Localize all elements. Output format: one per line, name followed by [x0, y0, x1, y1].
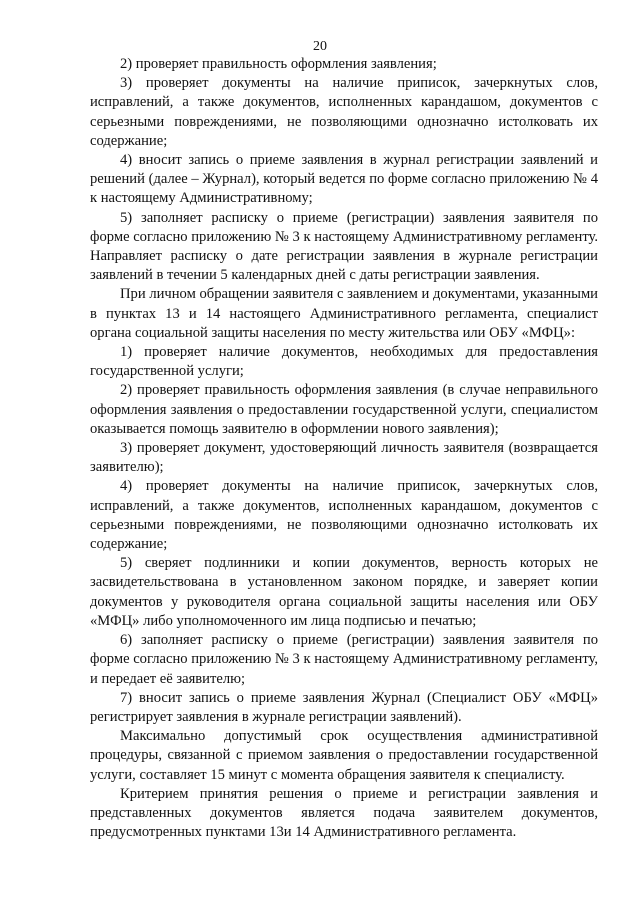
- list-item-1-checks-presence: 1) проверяет наличие документов, необходимых для предоставления государственной услуги;: [90, 344, 598, 380]
- paragraph-personal-application: При личном обращении заявителя с заявлением и документами, указанными в пунктах 13 и 14 настоящего Административного регламента, специалист органа социальной защиты населения по месту жительства или ОБУ «МФЦ»:: [90, 286, 598, 341]
- paragraph-4-journal-entry: 4) вносит запись о приеме заявления в журнал регистрации заявлений и решений (далее – Журнал), который ведется по форме согласно приложению № 4 к настоящему Административному;: [90, 152, 598, 207]
- paragraph-decision-criterion: Критерием принятия решения о приеме и регистрации заявления и представленных документов является подача заявителем документов, предусмотренных пунктами 13и 14 Административного регламента.: [90, 785, 598, 841]
- paragraph-2-checks-correctness: 2) проверяет правильность оформления заявления;: [120, 56, 437, 72]
- list-item-4-checks-documents: 4) проверяет документы на наличие приписок, зачеркнутых слов, исправлений, а также документов, исполненных карандашом, документов с серьезными повреждениями, не позволяющими однозначно истолковать их содержание;: [90, 478, 598, 553]
- page-number: 20: [313, 39, 327, 54]
- list-item-5-verifies-copies: 5) сверяет подлинники и копии документов, верность которых не засвидетельствована в установленном законом порядке, и заверяет копии документов у руководителя органа социальной защиты населения или ОБУ «МФЦ» либо уполномоченного им лица подписью и печатью;: [90, 555, 598, 629]
- list-item-7-journal-entry: 7) вносит запись о приеме заявления Журнал (Специалист ОБУ «МФЦ» регистрирует заявления в журнале регистрации заявлений).: [90, 689, 598, 725]
- paragraph-3-checks-documents: 3) проверяет документы на наличие приписок, зачеркнутых слов, исправлений, а также документов, исполненных карандашом, документов с серьезными повреждениями, не позволяющими однозначно истолковать их содержание;: [90, 75, 598, 149]
- list-item-2-checks-correctness: 2) проверяет правильность оформления заявления (в случае неправильного оформления заявления о предоставлении государственной услуги, специалистом оказывается помощь заявителю в оформлении нового заявления);: [90, 382, 598, 437]
- document-body: [90, 55, 598, 842]
- paragraph-5-receipt: 5) заполняет расписку о приеме (регистрации) заявления заявителя по форме согласно приложению № 3 к настоящему Административному регламенту. Направляет расписку о дате регистрации заявления в журнале регистрации заявлений в течении 5 календарных дней с даты регистрации заявления.: [90, 209, 598, 284]
- list-item-3-checks-identity: 3) проверяет документ, удостоверяющий личность заявителя (возвращается заявителю);: [90, 440, 598, 476]
- list-item-6-fills-receipt: 6) заполняет расписку о приеме (регистрации) заявления заявителя по форме согласно приложению № 3 к настоящему Административному регламенту, и передает её заявителю;: [90, 632, 598, 687]
- paragraph-max-duration: Максимально допустимый срок осуществления административной процедуры, связанной с приемом заявления о предоставлении государственной услуги, составляет 15 минут с момента обращения заявителя к специалисту.: [90, 728, 598, 783]
